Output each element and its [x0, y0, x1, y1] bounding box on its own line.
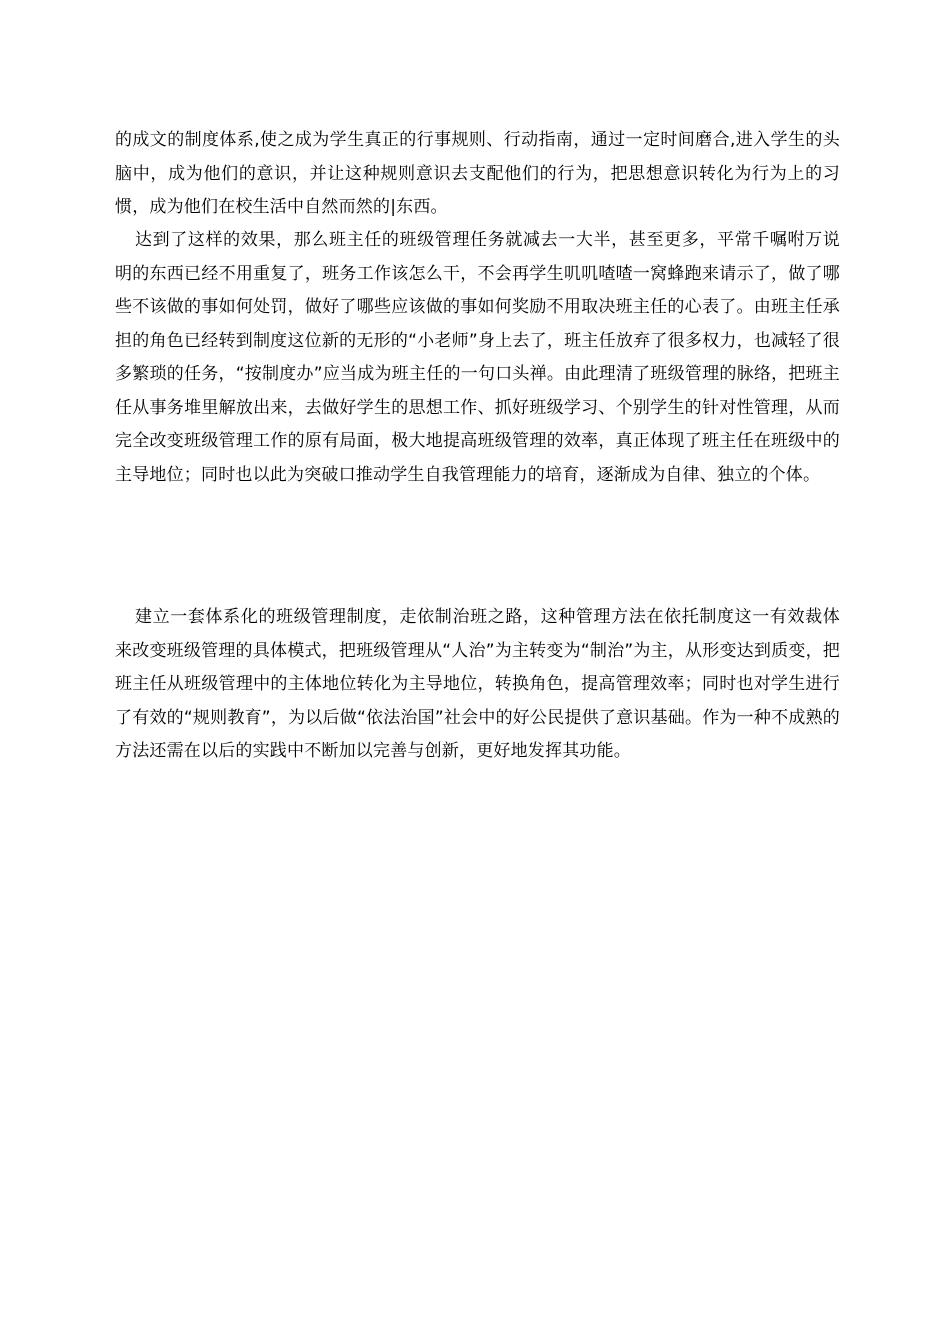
paragraph-1: 的成文的制度体系,使之成为学生真正的行事规则、行动指南，通过一定时间磨合,进入学生的头脑中，成为他们的意识，并让这种规则意识去支配他们的行为，把思想意识转化为行为上的习惯，成为他们在校生活中自然而然的|东西。: [115, 130, 840, 217]
paragraph-2: 达到了这样的效果，那么班主任的班级管理任务就减去一大半，甚至更多，平常千嘱咐万说明的东西已经不用重复了，班务工作该怎么干，不会再学生叽叽喳喳一窝蜂跑来请示了，做了哪些不该做的事如何处罚，做好了哪些应该做的事如何奖励不用取决班主任的心表了。由班主任承担的角色已经转到制度这位新的无形的“小老师”身上去了，班主任放弃了很多权力，也减轻了很多繁琐的任务，“按制度办”应当成为班主任的一句口头禅。由此理清了班级管理的脉络，把班主任从事务堆里解放出来，去做好学生的思想工作、抓好班级学习、个别学生的针对性管理，从而完全改变班级管理工作的原有局面，极大地提高班级管理的效率，真正体现了班主任在班级中的主导地位；同时也以此为突破口推动学生自我管理能力的培育，逐渐成为自律、独立的个体。: [115, 230, 840, 485]
paragraph-1-block: [115, 124, 840, 225]
paragraph-3-block: [115, 601, 840, 769]
paragraph-2-block: [115, 224, 840, 492]
paragraph-3: 建立一套体系化的班级管理制度，走依制治班之路，这种管理方法在依托制度这一有效裁体来改变班级管理的具体模式，把班级管理从“人治”为主转变为“制治”为主，从形变达到质变，把班主任从班级管理中的主体地位转化为主导地位，转换角色，提高管理效率；同时也对学生进行了有效的“规则教育”，为以后做“依法治国”社会中的好公民提供了意识基础。作为一种不成熟的方法还需在以后的实践中不断加以完善与创新，更好地发挥其功能。: [115, 607, 840, 761]
